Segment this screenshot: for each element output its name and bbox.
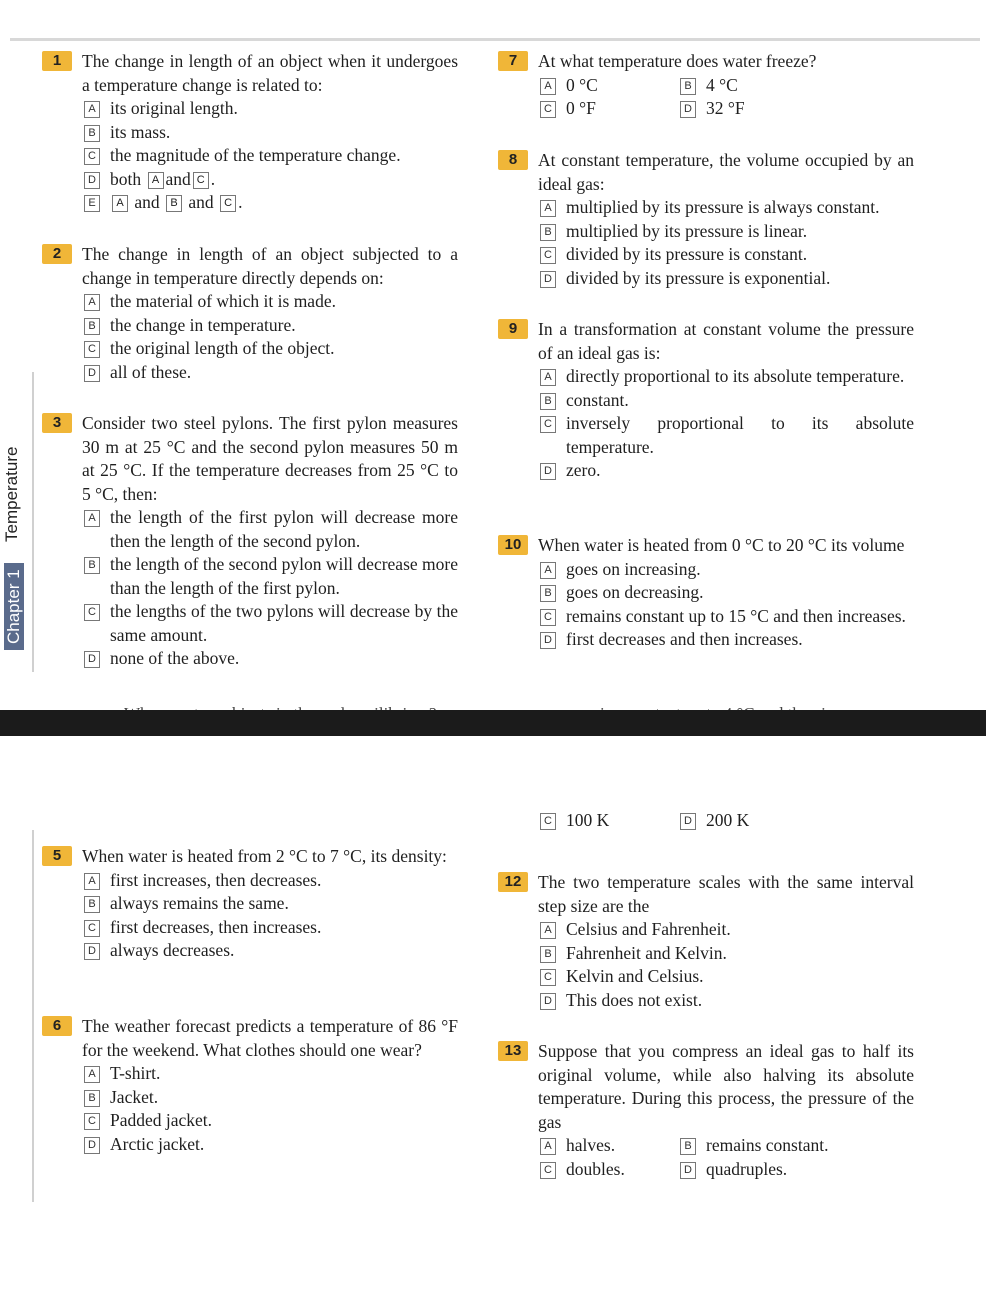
question-number: 13	[498, 1041, 528, 1061]
option-a[interactable]: A the length of the first pylon will decrease more then the length of the second pylon.	[84, 506, 458, 553]
margin-rule	[32, 830, 34, 1202]
option-c[interactable]: C the original length of the object.	[84, 337, 458, 361]
question-text: The two temperature scales with the same interval step size are the	[538, 872, 914, 916]
question-number: 8	[498, 150, 528, 170]
chapter-side-tab: Chapter 1	[4, 563, 24, 650]
question-12	[498, 871, 914, 1012]
lower-page	[0, 736, 986, 1296]
page-separator	[0, 710, 986, 736]
option-c[interactable]: C the lengths of the two pylons will decrease by the same amount.	[84, 600, 458, 647]
option-a[interactable]: A 0 °C	[540, 74, 680, 98]
option-d[interactable]: D all of these.	[84, 361, 458, 385]
option-d[interactable]: D both A and C .	[84, 168, 458, 192]
margin-rule	[32, 372, 34, 672]
option-c[interactable]: C 0 °F	[540, 97, 680, 121]
option-c[interactable]: C remains constant up to 15 °C and then increases.	[540, 605, 914, 629]
option-a[interactable]: A directly proportional to its absolute temperature.	[540, 365, 914, 389]
question-text: When water is heated from 0 °C to 20 °C its volume	[538, 535, 905, 555]
question-3	[42, 412, 458, 671]
option-c[interactable]: C first decreases, then increases.	[84, 916, 458, 940]
option-a[interactable]: A the material of which it is made.	[84, 290, 458, 314]
question-text: Suppose that you compress an ideal gas to half its original volume, while also halving its absolute temperature. During this process, the pressure of the gas	[538, 1041, 914, 1132]
option-b[interactable]: B the length of the second pylon will decrease more than the length of the first pylon.	[84, 553, 458, 600]
option-c[interactable]: C divided by its pressure is constant.	[540, 243, 914, 267]
question-text: In a transformation at constant volume the pressure of an ideal gas is:	[538, 319, 914, 363]
option-d[interactable]: D first decreases and then increases.	[540, 628, 914, 652]
question-number: 1	[42, 51, 72, 71]
option-d[interactable]: D divided by its pressure is exponential.	[540, 267, 914, 291]
question-number: 3	[42, 413, 72, 433]
option-b[interactable]: B its mass.	[84, 121, 458, 145]
question-13	[498, 1040, 914, 1181]
option-b[interactable]: B remains constant.	[680, 1134, 860, 1158]
option-e[interactable]: E A and B and C .	[84, 191, 458, 215]
question-text: When water is heated from 2 °C to 7 °C, its density:	[82, 846, 447, 866]
question-5	[42, 845, 458, 963]
question-text: The change in length of an object when it undergoes a temperature change is related to:	[82, 51, 458, 95]
option-b[interactable]: B always remains the same.	[84, 892, 458, 916]
option-d[interactable]: D This does not exist.	[540, 989, 914, 1013]
question-number: 9	[498, 319, 528, 339]
question-text: At constant temperature, the volume occupied by an ideal gas:	[538, 150, 914, 194]
option-a[interactable]: A halves.	[540, 1134, 680, 1158]
option-a[interactable]: A goes on increasing.	[540, 558, 914, 582]
option-d[interactable]: D always decreases.	[84, 939, 458, 963]
question-9	[498, 318, 914, 483]
option-a[interactable]: A its original length.	[84, 97, 458, 121]
question-text: The weather forecast predicts a temperature of 86 °F for the weekend. What clothes should one wear?	[82, 1016, 458, 1060]
question-text: At what temperature does water freeze?	[538, 51, 817, 71]
question-7	[498, 50, 914, 121]
option-c[interactable]: C doubles.	[540, 1158, 680, 1182]
option-a[interactable]: A multiplied by its pressure is always constant.	[540, 196, 914, 220]
option-a[interactable]: A Celsius and Fahrenheit.	[540, 918, 914, 942]
question-11-partial	[498, 810, 914, 832]
option-c[interactable]: C Padded jacket.	[84, 1109, 458, 1133]
option-a[interactable]: A T-shirt.	[84, 1062, 458, 1086]
question-text: Consider two steel pylons. The first pylon measures 30 m at 25 °C and the second pylon measures 50 m at 25 °C. If the temperature decreases from 25 °C to 5 °C, then:	[82, 413, 458, 504]
option-d[interactable]: D 200 K	[680, 809, 860, 833]
option-c[interactable]: C 100 K	[540, 809, 680, 833]
question-number: 5	[42, 846, 72, 866]
option-d[interactable]: D quadruples.	[680, 1158, 860, 1182]
option-c[interactable]: C the magnitude of the temperature change.	[84, 144, 458, 168]
question-2	[42, 243, 458, 384]
option-b[interactable]: B multiplied by its pressure is linear.	[540, 220, 914, 244]
question-number: 12	[498, 872, 528, 892]
question-number: 2	[42, 244, 72, 264]
question-text: The change in length of an object subjected to a change in temperature directly depends on:	[82, 244, 458, 288]
option-c[interactable]: C inversely proportional to its absolute temperature.	[540, 412, 914, 459]
topic-side-label: Temperature	[2, 446, 21, 542]
question-number: 10	[498, 535, 528, 555]
question-number: 6	[42, 1016, 72, 1036]
option-b[interactable]: B the change in temperature.	[84, 314, 458, 338]
top-rule	[10, 38, 980, 41]
question-1	[42, 50, 458, 215]
option-c[interactable]: C Kelvin and Celsius.	[540, 965, 914, 989]
option-b[interactable]: B goes on decreasing.	[540, 581, 914, 605]
option-d[interactable]: D Arctic jacket.	[84, 1133, 458, 1157]
question-8	[498, 149, 914, 290]
option-a[interactable]: A first increases, then decreases.	[84, 869, 458, 893]
question-6	[42, 1015, 458, 1156]
question-number: 7	[498, 51, 528, 71]
option-d[interactable]: D zero.	[540, 459, 914, 483]
option-b[interactable]: B 4 °C	[680, 74, 860, 98]
option-d[interactable]: D none of the above.	[84, 647, 458, 671]
option-b[interactable]: B Jacket.	[84, 1086, 458, 1110]
option-b[interactable]: B Fahrenheit and Kelvin.	[540, 942, 914, 966]
option-b[interactable]: B constant.	[540, 389, 914, 413]
question-10	[498, 534, 914, 652]
option-d[interactable]: D 32 °F	[680, 97, 860, 121]
